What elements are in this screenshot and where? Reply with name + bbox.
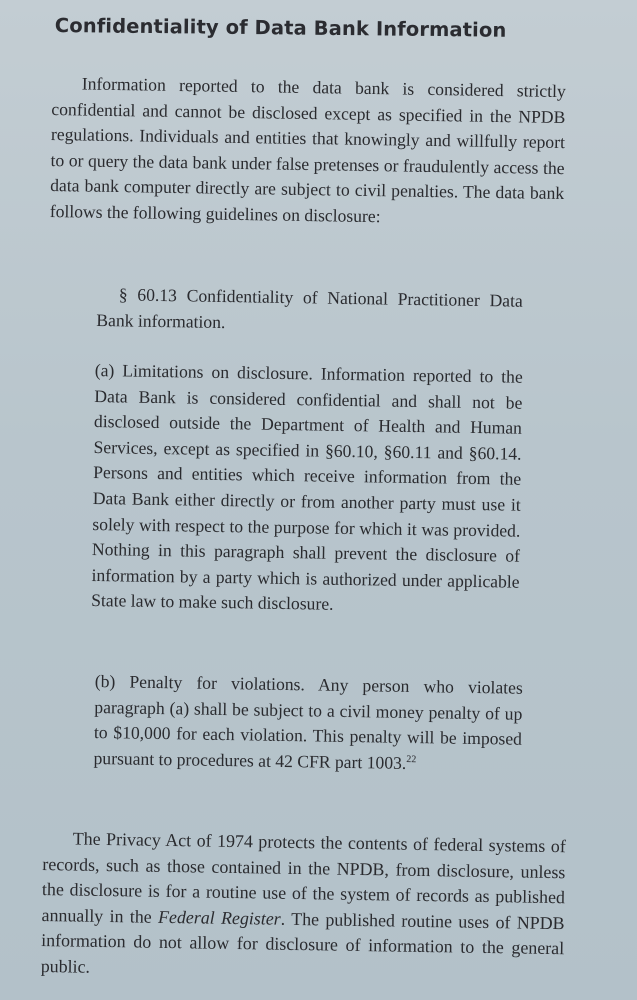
federal-register-italic: Federal Register [157, 906, 281, 929]
closing-text-after: . The published routine uses of NPDB information do not allow for disclosure of information to the general public. [40, 908, 565, 977]
regulation-paragraph-a: (a) Limitations on disclosure. Information reported to the Data Bank is considered confidential and shall not be disclosed outside the Department of Health and Human Services, except as specified in §60.10, §60.11 and §60.14. Persons and entities which receive information from the Data Bank either directly or from another party must use it solely with respect to the purpose for which it was provided. Nothing in this paragraph shall prevent the disclosure of information by a party which is authorized under applicable State law to make such disclosure. [91, 359, 523, 615]
regulation-section-title: § 60.13 Confidentiality of National Practitioner Data Bank information. [96, 284, 523, 332]
footnote-reference: 22 [406, 753, 417, 765]
page-heading: Confidentiality of Data Bank Information [54, 14, 507, 42]
regulation-paragraph-b [93, 669, 523, 778]
intro-paragraph: Information reported to the data bank is considered strictly confidential and cannot be disclosed except as specified in the NPDB regulations. Individuals and entities that knowingly and willfully report to or query the data bank under false pretenses or fraudulently access the data bank computer directly are subject to civil penalties. The data bank follows the following guidelines on disclosure: [49, 73, 566, 227]
closing-paragraph [41, 826, 566, 988]
paragraph-b-text: (b) Penalty for violations. Any person who violates paragraph (a) shall be subject to a civil money penalty of up to $10,000 for each violation. This penalty will be imposed pursuant to procedures at 42 CFR part 1003. [93, 670, 523, 773]
closing-text-before: The Privacy Act of 1974 protects the contents of federal systems of records, such as those contained in the NPDB, from disclosure, unless the disclosure is for a routine use of the system of records as published annually in the [41, 828, 566, 927]
